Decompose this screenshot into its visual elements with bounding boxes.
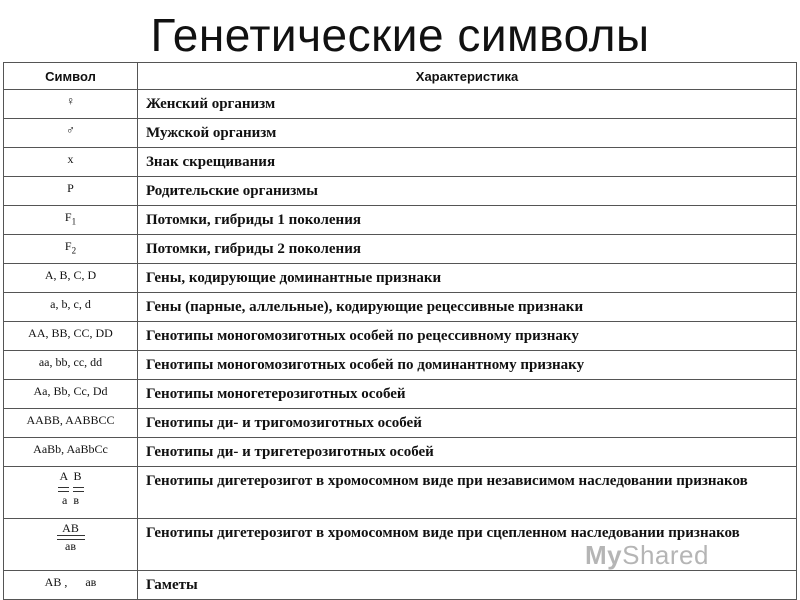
chromosome-bottom: ав [65, 539, 76, 553]
symbol-cell: AB , ав [4, 571, 138, 600]
table-row [4, 571, 797, 600]
table-header-row [4, 63, 797, 90]
description-cell: Генотипы ди- и тригетерозиготных особей [138, 438, 797, 467]
chromosome-top: A B [59, 469, 82, 483]
symbol-cell [4, 467, 138, 519]
symbol-cell: AABB, AABBCC [4, 409, 138, 438]
table-row [4, 206, 797, 235]
genetic-symbols-table [3, 62, 797, 600]
description-cell: Генотипы дигетерозигот в хромосомном виде при независимом наследовании признаков [138, 467, 797, 519]
description-cell: Потомки, гибриды 2 поколения [138, 235, 797, 264]
description-cell: Гены, кодирующие доминантные признаки [138, 264, 797, 293]
symbol-cell [4, 206, 138, 235]
table-row [4, 438, 797, 467]
table-row [4, 409, 797, 438]
symbol-cell: ♂ [4, 119, 138, 148]
symbol-cell: Aa, Bb, Cc, Dd [4, 380, 138, 409]
description-cell: Гены (парные, аллельные), кодирующие рецессивные признаки [138, 293, 797, 322]
description-cell: Генотипы ди- и тригомозиготных особей [138, 409, 797, 438]
watermark-logo [585, 540, 709, 571]
description-cell: Генотипы дигетерозигот в хромосомном виде при сцепленном наследовании признаков [138, 519, 797, 571]
description-cell: Потомки, гибриды 1 поколения [138, 206, 797, 235]
description-cell: Мужской организм [138, 119, 797, 148]
symbol-cell: ♀ [4, 90, 138, 119]
table-row [4, 235, 797, 264]
chromosome-notation [56, 471, 86, 506]
page-title: Генетические символы [150, 9, 650, 61]
description-cell: Родительские организмы [138, 177, 797, 206]
symbol-cell [4, 235, 138, 264]
description-cell: Генотипы моногетерозиготных особей [138, 380, 797, 409]
chromosome-top: AB [62, 521, 79, 535]
symbol-cell [4, 519, 138, 571]
table-row [4, 293, 797, 322]
watermark-suffix: Shared [622, 540, 709, 570]
table-row [4, 467, 797, 519]
chromosome-notation [57, 523, 85, 552]
description-cell: Женский организм [138, 90, 797, 119]
symbol-cell: AaBb, AaBbCc [4, 438, 138, 467]
table-row [4, 380, 797, 409]
table-row [4, 148, 797, 177]
symbol-letter: F [64, 210, 72, 224]
chromosome-bottom: a в [62, 493, 79, 507]
symbol-cell: P [4, 177, 138, 206]
symbol-subscript: 2 [71, 245, 77, 256]
table-row [4, 90, 797, 119]
watermark-prefix: My [585, 540, 623, 570]
symbol-letter: F [64, 239, 72, 253]
description-cell: Знак скрещивания [138, 148, 797, 177]
header-symbol: Символ [4, 63, 138, 90]
symbol-cell: a, b, c, d [4, 293, 138, 322]
symbol-cell: aa, bb, cc, dd [4, 351, 138, 380]
table-row [4, 351, 797, 380]
symbol-cell: x [4, 148, 138, 177]
description-cell: Генотипы моногомозиготных особей по доминантному признаку [138, 351, 797, 380]
header-description: Характеристика [138, 63, 797, 90]
description-cell: Генотипы моногомозиготных особей по рецессивному признаку [138, 322, 797, 351]
table-row [4, 119, 797, 148]
symbol-cell: A, B, C, D [4, 264, 138, 293]
symbol-subscript: 1 [71, 216, 77, 227]
description-cell: Гаметы [138, 571, 797, 600]
table-row [4, 177, 797, 206]
table-row [4, 264, 797, 293]
table-row [4, 322, 797, 351]
symbol-cell: AA, BB, CC, DD [4, 322, 138, 351]
